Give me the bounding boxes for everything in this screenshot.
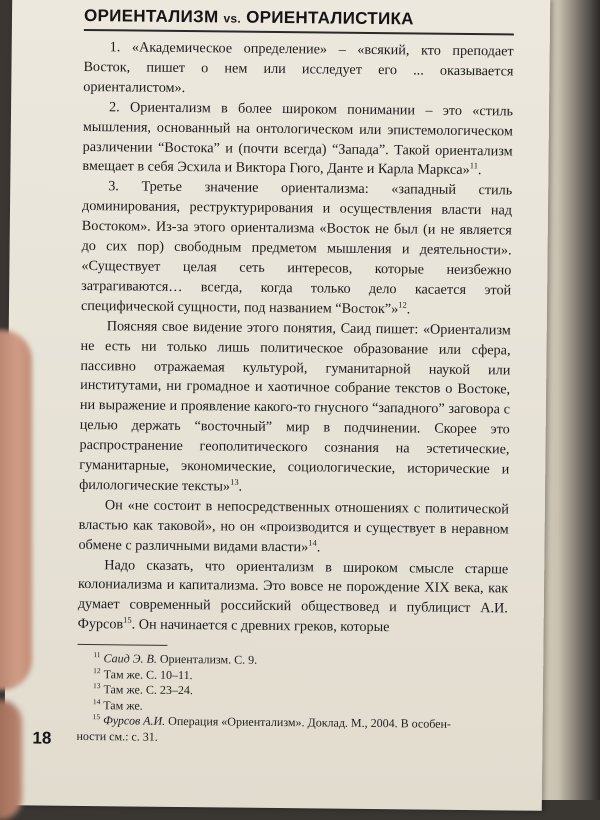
paragraph-3: 3. Третье значение ориентализма: «западный стиль доминирования, реструктурирования и осуществления власти над Востоком». Из-за этого ориентализма «Восток не был (и не является до сих пор) свободным предметом мышления и деятельности». «Существует целая сеть интересов, которые неизбежно затрагиваются… всегда, когда только дело касается этой специфической сущности, под названием “Восток”»$^{12}$. (80, 178, 513, 318)
footnote-divider (77, 644, 167, 646)
footnote-text: Там же. С. 23–24. (103, 682, 193, 698)
footnote-text: Ориентализм. С. 9. (156, 651, 258, 667)
footnote-text: Там же. С. 10–11. (103, 666, 193, 682)
paragraph-1-text: 1. «Академическое определение» – «всякий, кто преподает Восток, пишет о нем или исследует его ... оказывается ориенталистом». (83, 39, 514, 96)
footnote-number: 13 (92, 681, 101, 691)
paragraph-2: 2. Ориентализм в более широком понимании – это «стиль мышления, основанный на онтологическом или эпистемологическом различении “Востока” и (почти всегда) “Запада”. Такой ориентализм вмещает в себя Эсхила и Виктора Гюго, Данте и Карла Маркса»$^{11}$. (82, 98, 514, 179)
paragraph-2-text: 2. Ориентализм в более широком понимании – это «стиль мышления, основанный на онтологическом или эпистемологическом различении “Востока” и (почти всегда) “Запада”. Такой ориентализм вмещает в себя Эсхила и Виктора Гюго, Данте и Карла Маркса» (82, 98, 514, 179)
footnote-ref-11[interactable]: 11 (469, 160, 479, 171)
finger-blur (0, 330, 32, 690)
paragraph-6-text: Надо сказать, что ориентализм в широком смысле старше колониализма и капитализма. Это вовсе не порождение XIX века, как думает современный российский обществовед и публицист А.И. Фурсов (77, 556, 509, 633)
header-vs: vs. (223, 11, 242, 26)
book-page (4, 0, 550, 811)
footnote-ref-12[interactable]: 12 (398, 299, 407, 310)
paragraph-5: Он «не состоит в непосредственных отношениях с политической властью как таковой», но он «производится и существует в неравном обмене с различными видами власти»$^{14}$. (78, 497, 509, 556)
footnote-ref-13[interactable]: 13 (230, 476, 239, 487)
header-left: ОРИЕНТАЛИЗМ (83, 5, 219, 27)
paragraph-6 (78, 555, 509, 639)
header-right: ОРИЕНТАЛИСТИКА (246, 7, 414, 29)
footnotes (76, 651, 507, 748)
paragraph-5-text: Он «не состоит в непосредственных отношениях с политической властью как таковой», но он «производится и существует в неравном обмене с различными видами власти» (78, 497, 509, 555)
footnote-number: 15 (92, 712, 101, 722)
footnote-author: Саид Э. В. (103, 651, 157, 666)
paragraph-4: Поясняя свое видение этого понятия, Саид пишет: «Ориентализм не есть ни только лишь политическое образование или сфера, пассивно отражаемая культурой, гуманитарной наукой или институтами, ни громадное и хаотичное собрание текстов о Востоке, ни выражение и проявление какого-то гнусного “западного” заговора с целью держать “восточный” мир в подчинении. Скорее это распространение геополитического сознания на эстетические, гуманитарные, экономические, социологические, исторические и филологические тексты»$^{13}$. (79, 317, 511, 495)
footnote-text: Там же. (103, 697, 143, 713)
footnote-text: Операция «Ориентализм». Доклад. М., 2004. В особен- (165, 713, 452, 731)
paragraph-3-text: 3. Третье значение ориентализма: «западный стиль доминирования, реструктурирования и осуществления власти над Востоком». Из-за этого ориентализма «Восток не был (и не является до сих пор) свободным предметом мышления и деятельности». «Существует целая сеть интересов, которые неизбежно затрагиваются… всегда, когда только дело касается этой специфической сущности, под названием “Восток”» (80, 178, 513, 318)
paragraph-6-tail: . Он начинается с древних греков, которые (131, 616, 390, 636)
paragraph-1 (83, 38, 514, 102)
footnote-ref-14[interactable]: 14 (308, 537, 317, 548)
footnote-number: 14 (92, 696, 101, 706)
footnote-ref-15[interactable]: 15 (123, 614, 132, 626)
paragraph-4-text: Поясняя свое видение этого понятия, Саид пишет: «Ориентализм не есть ни только лишь политическое образование или сфера, пассивно отражаемая культурой, гуманитарной наукой или институтами, ни громадное и хаотичное собрание текстов о Востоке, ни выражение и проявление какого-то гнусного “западного” заговора с целью держать “восточный” мир в подчинении. Скорее это распространение геополитического сознания на эстетические, гуманитарные, экономические, социологические, исторические и филологические тексты» (79, 317, 511, 495)
running-header (84, 6, 514, 36)
footnote-15-continuation: ности см.: с. 31. (76, 728, 158, 744)
footnote-number: 11 (93, 650, 101, 660)
footnote-author: Фурсов А.И. (103, 713, 166, 728)
page-number: 18 (32, 728, 52, 748)
body-text (78, 38, 514, 640)
finger-blur-lower (0, 700, 22, 820)
footnote-number: 12 (93, 665, 101, 675)
